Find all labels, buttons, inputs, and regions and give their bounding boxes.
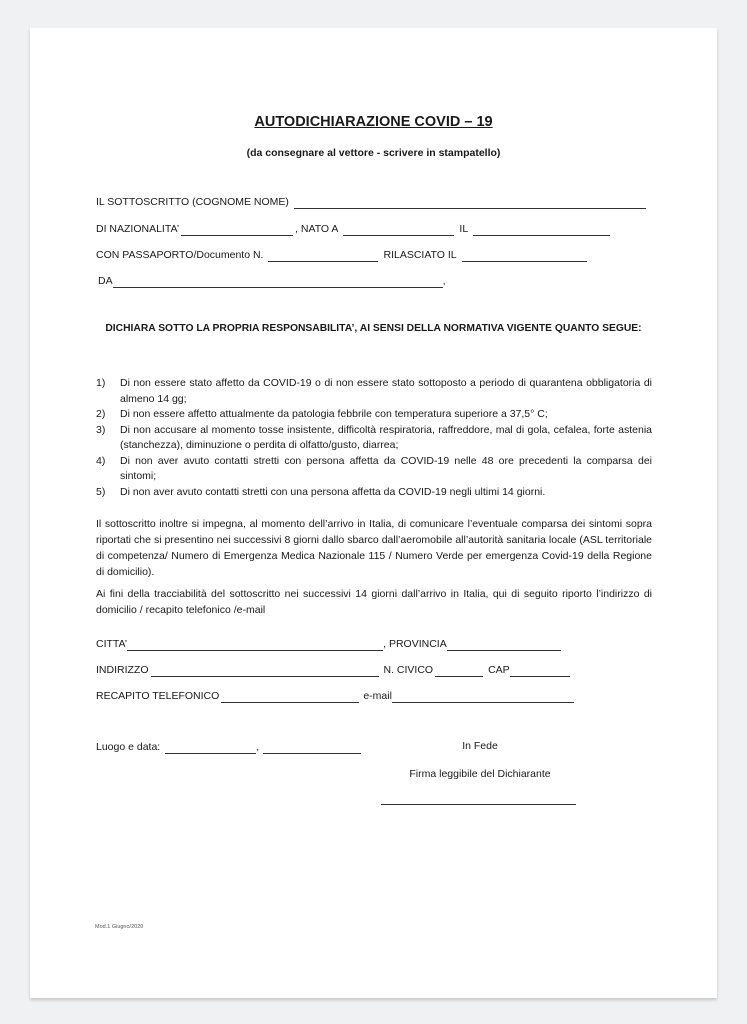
declaration-heading: DICHIARA SOTTO LA PROPRIA RESPONSABILITA’, AI SENSI DELLA NORMATIVA VIGENTE QUANTO SEGUE: [105, 323, 642, 334]
sottoscritto-label: IL SOTTOSCRITTO (COGNOME NOME) [96, 196, 289, 208]
item-number: 4) [96, 454, 106, 467]
document-title: AUTODICHIARAZIONE COVID – 19 [254, 114, 493, 130]
indirizzo-field[interactable] [151, 665, 379, 677]
da-label: DA [98, 275, 113, 287]
rilasciato-label: RILASCIATO IL [383, 249, 457, 261]
item-text: Di non essere affetto attualmente da patologia febbrile con temperatura superiore a 37,5° C; [120, 408, 548, 420]
luogo-data-row [96, 740, 363, 754]
firma-label: Firma leggibile del Dichiarante [409, 768, 551, 780]
tracing-paragraph: Ai fini della tracciabilità del sottoscritto nei successivi 14 giorni dall’arrivo in Italia, qui di seguito riporto l’indirizzo di domicilio / recapito telefonico /e-mail [96, 588, 652, 616]
declaration-item [96, 454, 652, 485]
item-number: 3) [96, 423, 106, 436]
declaration-item [96, 485, 652, 501]
footer-note: Mod.1 Giugno/2020 [95, 924, 144, 930]
sottoscritto-field[interactable] [294, 197, 646, 209]
luogo-data-comma: , [256, 741, 260, 753]
declaration-list [96, 376, 652, 500]
cap-label: CAP [488, 664, 510, 676]
email-field[interactable] [392, 691, 574, 703]
passaporto-row [96, 248, 589, 262]
signature-line[interactable] [381, 796, 576, 805]
declaration-item [96, 407, 652, 423]
luogo-field[interactable] [165, 742, 256, 754]
item-number: 1) [96, 377, 106, 389]
document-subtitle: (da consegnare al vettore - scrivere in stampatello) [246, 147, 501, 159]
cap-field[interactable] [510, 665, 570, 677]
indirizzo-row [96, 663, 570, 677]
indirizzo-label: INDIRIZZO [96, 664, 149, 676]
provincia-label: , PROVINCIA [383, 638, 447, 650]
da-field[interactable] [113, 276, 443, 288]
citta-row [96, 637, 561, 651]
recapito-row [96, 689, 574, 703]
citta-field[interactable] [127, 639, 383, 651]
data-field[interactable] [263, 742, 361, 754]
nazionalita-label: DI NAZIONALITA’ [96, 223, 180, 235]
declaration-item [96, 376, 652, 407]
item-text: Di non aver avuto contatti stretti con una persona affetta da COVID-19 negli ultimi 14 giorni. [120, 485, 546, 498]
civico-field[interactable] [435, 665, 483, 677]
commitment-paragraph: Il sottoscritto inoltre si impegna, al momento dell’arrivo in Italia, di comunicare l’eventuale comparsa dei sintomi sopra riportati che si presentino nei successivi 8 giorni dallo sbarco dall’aeromobile all’autorità sanitaria locale (ASL territoriale di competenza/ Numero di Emergenza Medica Nazionale 115 / Numero Verde per emergenza Covid-19 della Regione di domicilio). [96, 518, 652, 578]
item-text: Di non aver avuto contatti stretti con persona affetta da COVID-19 nelle 48 ore precedenti la comparsa dei sintomi; [120, 454, 652, 482]
da-row [98, 274, 446, 288]
sottoscritto-row [96, 195, 648, 209]
email-label: e-mail [363, 690, 392, 702]
item-text: Di non accusare al momento tosse insistente, difficoltà respiratoria, raffreddore, mal di gola, cefalea, forte astenia (stanchezza), diminuzione o perdita di olfatto/gusto, diarrea; [120, 423, 652, 451]
in-fede-text: In Fede [462, 740, 498, 752]
passaporto-field[interactable] [268, 250, 378, 262]
provincia-field[interactable] [447, 639, 561, 651]
da-comma: , [442, 275, 446, 287]
citta-label: CITTA’ [96, 638, 128, 650]
nato-a-field[interactable] [343, 224, 454, 236]
item-number: 5) [96, 485, 106, 498]
item-text: Di non essere stato affetto da COVID-19 o di non essere stato sottoposto a periodo di quarantena obbligatoria di almeno 14 gg; [120, 377, 652, 405]
telefono-field[interactable] [221, 691, 359, 703]
civico-label: N. CIVICO [383, 664, 434, 676]
il-label: IL [459, 223, 469, 235]
item-number: 2) [96, 408, 106, 420]
luogo-data-label: Luogo e data: [96, 741, 161, 753]
nato-a-label: , NATO A [295, 223, 339, 235]
rilasciato-field[interactable] [462, 250, 587, 262]
declaration-item [96, 423, 652, 454]
telefono-label: RECAPITO TELEFONICO [96, 690, 220, 702]
passaporto-label: CON PASSAPORTO/Documento N. [96, 249, 264, 261]
document-page [30, 28, 717, 998]
data-nascita-field[interactable] [473, 224, 610, 236]
nazionalita-row [96, 222, 612, 236]
nazionalita-field[interactable] [181, 224, 293, 236]
